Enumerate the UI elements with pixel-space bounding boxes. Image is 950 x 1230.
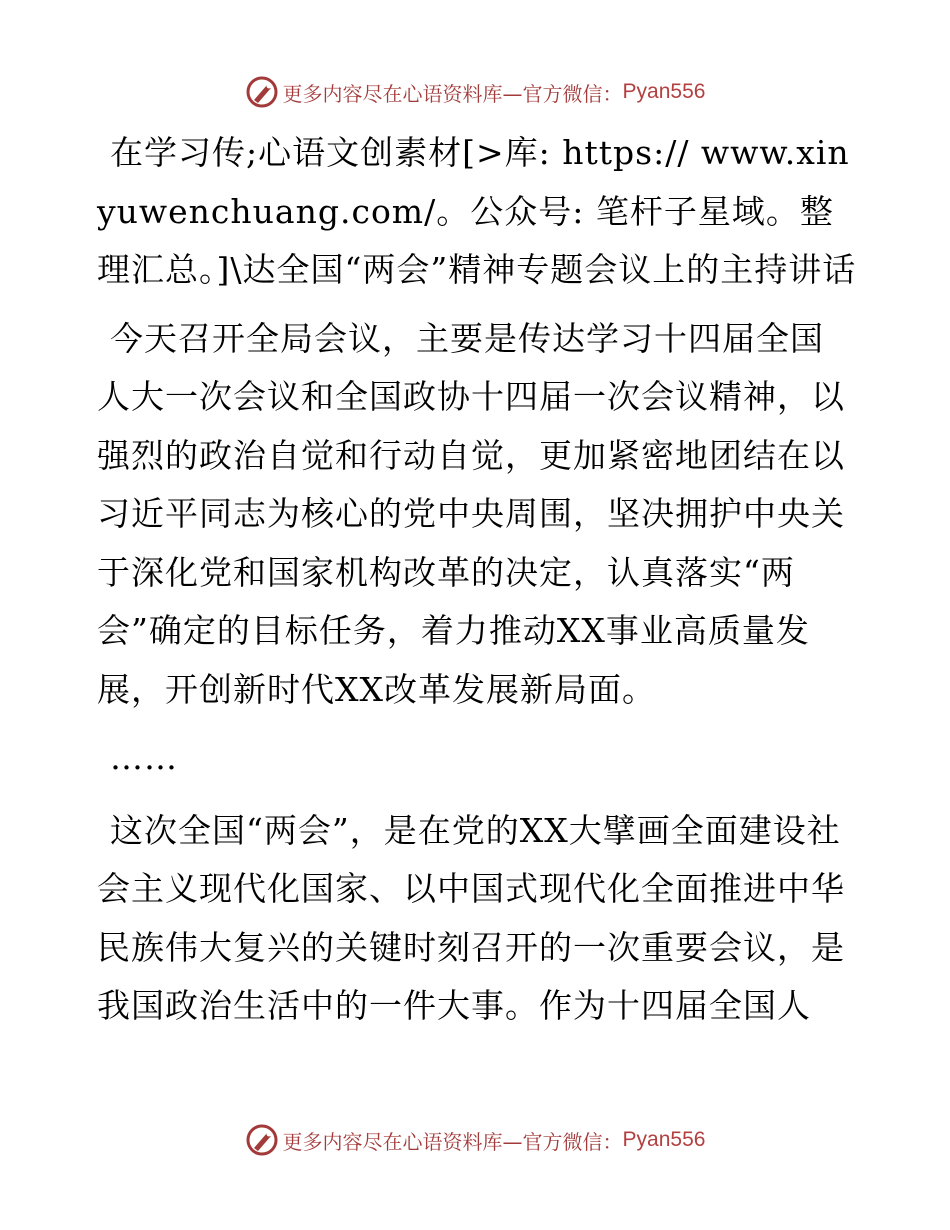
document-body xyxy=(97,124,857,1046)
header-watermark-banner xyxy=(0,72,950,112)
wechat-id: Pyan556 xyxy=(622,1128,706,1151)
watermark-text: 更多内容尽在心语资料库—官方微信： xyxy=(282,81,623,106)
ellipsis: …… xyxy=(110,738,178,777)
paragraph-1: 今天召开全局会议，主要是传达学习十四届全国人大一次会议和全国政协十四届一次会议精神，以强烈的政治自觉和行动自觉，更加紧密地团结在以习近平同志为核心的党中央周围，坚决拥护中央关于深化党和国家机构改革的决定，认真落实“两会”确定的目标任务，着力推动XX事业高质量发展，开创新时代XX改革发展新局面。 xyxy=(97,318,845,709)
document-title: 在学习传;心语文创素材[>库: https:// www.xinyuwenchuang.com/。公众号: 笔杆子星域。整理汇总。]\达全国“两会”精神专题会议上的主持讲话 xyxy=(97,133,857,289)
footer-watermark-banner xyxy=(0,1120,950,1160)
watermark-text: 更多内容尽在心语资料库—官方微信： xyxy=(282,1129,623,1154)
pen-logo-icon xyxy=(245,1123,279,1157)
pen-logo-icon xyxy=(245,75,279,109)
paragraph-2: 这次全国“两会”，是在党的XX大擘画全面建设社会主义现代化国家、以中国式现代化全面推进中华民族伟大复兴的关键时刻召开的一次重要会议，是我国政治生活中的一件大事。作为十四届全国人 xyxy=(97,810,845,1025)
wechat-id: Pyan556 xyxy=(622,80,706,103)
